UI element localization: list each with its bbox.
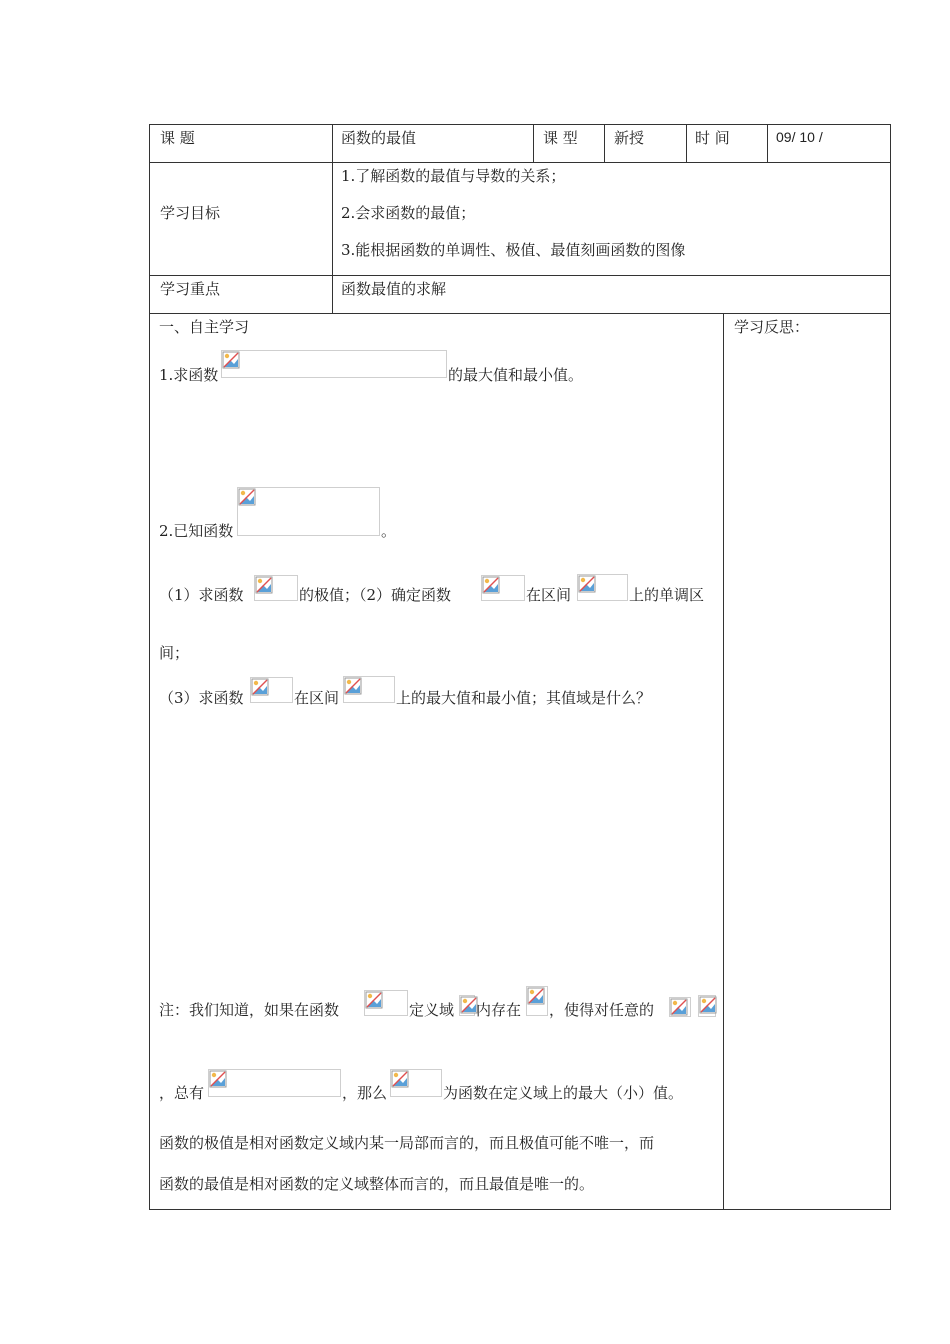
formula-image-icon bbox=[481, 575, 525, 601]
section-heading: 一、自主学习 bbox=[159, 318, 250, 336]
note-e: ，总有 bbox=[159, 1084, 205, 1102]
broken-image-icon bbox=[578, 575, 596, 593]
broken-image-icon bbox=[344, 677, 362, 695]
q2-part3-c: 上的最大值和最小值；其值域是什么？ bbox=[396, 689, 652, 707]
q2-part3-b: 在区间 bbox=[294, 689, 340, 707]
type-value: 新授 bbox=[614, 129, 645, 147]
note-b: 定义域 bbox=[409, 1001, 455, 1019]
broken-image-icon bbox=[209, 1070, 227, 1088]
focus-text: 函数最值的求解 bbox=[341, 280, 447, 298]
q1-suffix: 的最大值和最小值。 bbox=[448, 366, 584, 384]
paragraph-line-1: 函数的极值是相对函数定义域内某一局部而言的，而且极值可能不唯一，而 bbox=[159, 1134, 655, 1152]
broken-image-icon bbox=[391, 1070, 409, 1088]
goal-2: 2.会求函数的最值； bbox=[341, 204, 476, 222]
broken-image-icon bbox=[255, 576, 273, 594]
goal-1: 1.了解函数的最值与导数的关系； bbox=[341, 167, 566, 185]
q2-part1-c: 在区间 bbox=[526, 586, 572, 604]
formula-image-icon bbox=[237, 487, 380, 536]
broken-image-icon bbox=[527, 987, 545, 1005]
formula-image-icon bbox=[669, 997, 691, 1017]
formula-image-icon bbox=[208, 1069, 341, 1097]
formula-image-icon bbox=[459, 995, 475, 1016]
goal-3: 3.能根据函数的单调性、极值、最值刻画函数的图像 bbox=[341, 241, 686, 259]
label-topic: 课 题 bbox=[160, 129, 195, 147]
broken-image-icon bbox=[482, 576, 500, 594]
note-d: ，使得对任意的 bbox=[549, 1001, 655, 1019]
note-g: 为函数在定义域上的最大（小）值。 bbox=[443, 1084, 684, 1102]
q2-part1-a: （1）求函数 bbox=[159, 586, 244, 604]
formula-image-icon bbox=[254, 575, 298, 601]
note-a: 注：我们知道，如果在函数 bbox=[159, 1001, 340, 1019]
label-type: 课 型 bbox=[543, 129, 578, 147]
broken-image-icon bbox=[238, 488, 256, 506]
formula-image-icon bbox=[343, 676, 395, 703]
focus-label: 学习重点 bbox=[160, 280, 221, 298]
q2-part1-e: 间； bbox=[159, 644, 190, 662]
paragraph-line-2: 函数的最值是相对函数的定义域整体而言的，而且最值是唯一的。 bbox=[159, 1175, 595, 1193]
q2-part3-a: （3）求函数 bbox=[159, 689, 244, 707]
broken-image-icon bbox=[222, 351, 240, 369]
note-c: 内存在 bbox=[476, 1001, 522, 1019]
broken-image-icon bbox=[670, 998, 688, 1016]
formula-image-icon bbox=[698, 995, 716, 1017]
goals-label: 学习目标 bbox=[160, 204, 221, 222]
q2-suffix: 。 bbox=[381, 522, 397, 540]
label-time: 时 间 bbox=[695, 129, 730, 147]
broken-image-icon bbox=[699, 996, 717, 1014]
time-value: 09/ 10 / bbox=[776, 129, 823, 145]
broken-image-icon bbox=[251, 678, 269, 696]
q2-part1-d: 上的单调区 bbox=[629, 586, 705, 604]
formula-image-icon bbox=[364, 990, 408, 1016]
q2-prefix: 2.已知函数 bbox=[159, 522, 234, 540]
q2-part1-b: 的极值；（2）确定函数 bbox=[299, 586, 452, 604]
formula-image-icon bbox=[577, 574, 628, 601]
topic-value: 函数的最值 bbox=[341, 129, 417, 147]
formula-image-icon bbox=[221, 350, 447, 378]
formula-image-icon bbox=[390, 1069, 442, 1097]
note-f: ，那么 bbox=[342, 1084, 388, 1102]
broken-image-icon bbox=[365, 991, 383, 1009]
reflection-label: 学习反思： bbox=[734, 318, 810, 336]
q1-prefix: 1.求函数 bbox=[159, 366, 219, 384]
formula-image-icon bbox=[250, 677, 293, 703]
formula-image-icon bbox=[526, 986, 548, 1016]
